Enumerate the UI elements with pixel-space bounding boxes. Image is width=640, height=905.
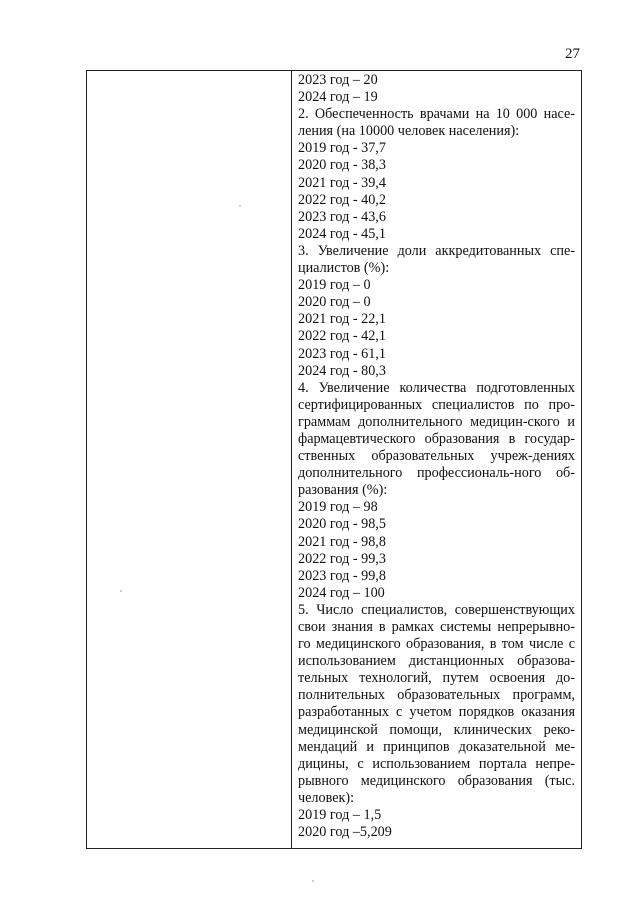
text-line: 2024 год - 45,1 xyxy=(298,225,386,242)
text-line: 2024 год – 19 xyxy=(298,89,378,106)
text-line: 2019 год – 0 xyxy=(298,277,371,294)
text-line: разования (%): xyxy=(298,482,388,499)
text-line: 2021 год - 39,4 xyxy=(298,174,386,191)
text-line: 2024 год - 80,3 xyxy=(298,362,386,379)
text-line: разработанных с учетом порядков оказания xyxy=(298,704,575,721)
scan-speck xyxy=(120,590,122,592)
table xyxy=(86,70,582,849)
text-line: сертифицированных специалистов по про- xyxy=(298,396,575,413)
text-line: 2022 год - 99,3 xyxy=(298,550,386,567)
text-line: рывного медицинского образования (тыс. xyxy=(298,772,575,789)
text-line: 2024 год – 100 xyxy=(298,584,385,601)
text-line: 2020 год - 98,5 xyxy=(298,516,386,533)
text-line: дицины, с использованием портала непре- xyxy=(298,755,575,772)
text-line: 2022 год - 42,1 xyxy=(298,328,386,345)
text-line: 2022 год - 40,2 xyxy=(298,191,386,208)
text-line: свои знания в рамках системы непрерывно- xyxy=(298,619,575,635)
text-line: го медицинского образования, в том числе с xyxy=(298,636,575,653)
text-line: человек): xyxy=(298,789,355,806)
table-left-cell xyxy=(87,71,292,848)
text-line: 2020 год - 38,3 xyxy=(298,157,386,174)
text-line: циалистов (%): xyxy=(298,260,390,277)
text-line: 2023 год - 99,8 xyxy=(298,567,386,584)
text-line: 2019 год – 1,5 xyxy=(298,807,382,824)
text-line: 4. Увеличение количества подготовленных xyxy=(298,379,575,396)
page-number: 27 xyxy=(565,46,580,62)
text-line: 2019 год - 37,7 xyxy=(298,140,386,157)
text-line: 2023 год – 20 xyxy=(298,72,378,88)
text-line: тельных технологий, путем освоения до- xyxy=(298,670,575,687)
text-line: дополнительного профессиональ-ного об- xyxy=(298,465,575,482)
scan-speck xyxy=(312,880,314,882)
indicator-text xyxy=(298,72,575,841)
text-line: 2023 год - 61,1 xyxy=(298,345,386,362)
text-line: 2020 год –5,209 xyxy=(298,824,392,841)
text-line: ственных образовательных учреж-дениях xyxy=(298,448,575,465)
text-line: 2021 год - 22,1 xyxy=(298,311,386,328)
scan-speck xyxy=(239,205,241,207)
text-line: 2021 год - 98,8 xyxy=(298,533,386,550)
text-line: полнительных образовательных программ, xyxy=(298,687,575,704)
text-line: 2019 год – 98 xyxy=(298,499,378,516)
text-line: 2. Обеспеченность врачами на 10 000 насе- xyxy=(298,106,575,123)
text-line: 5. Число специалистов, совершенствующих xyxy=(298,601,575,618)
text-line: 3. Увеличение доли аккредитованных спе- xyxy=(298,242,575,259)
text-line: граммам дополнительного медицин-ского и xyxy=(298,413,575,430)
text-line: ления (на 10000 человек населения): xyxy=(298,123,520,140)
table-right-cell xyxy=(292,71,581,848)
text-line: фармацевтического образования в государ- xyxy=(298,430,575,447)
text-line: мендаций и принципов доказательной ме- xyxy=(298,738,575,755)
text-line: 2023 год - 43,6 xyxy=(298,208,386,225)
text-line: использованием дистанционных образова- xyxy=(298,653,575,670)
text-line: 2020 год – 0 xyxy=(298,294,371,311)
text-line: медицинской помощи, клинических реко- xyxy=(298,721,575,738)
